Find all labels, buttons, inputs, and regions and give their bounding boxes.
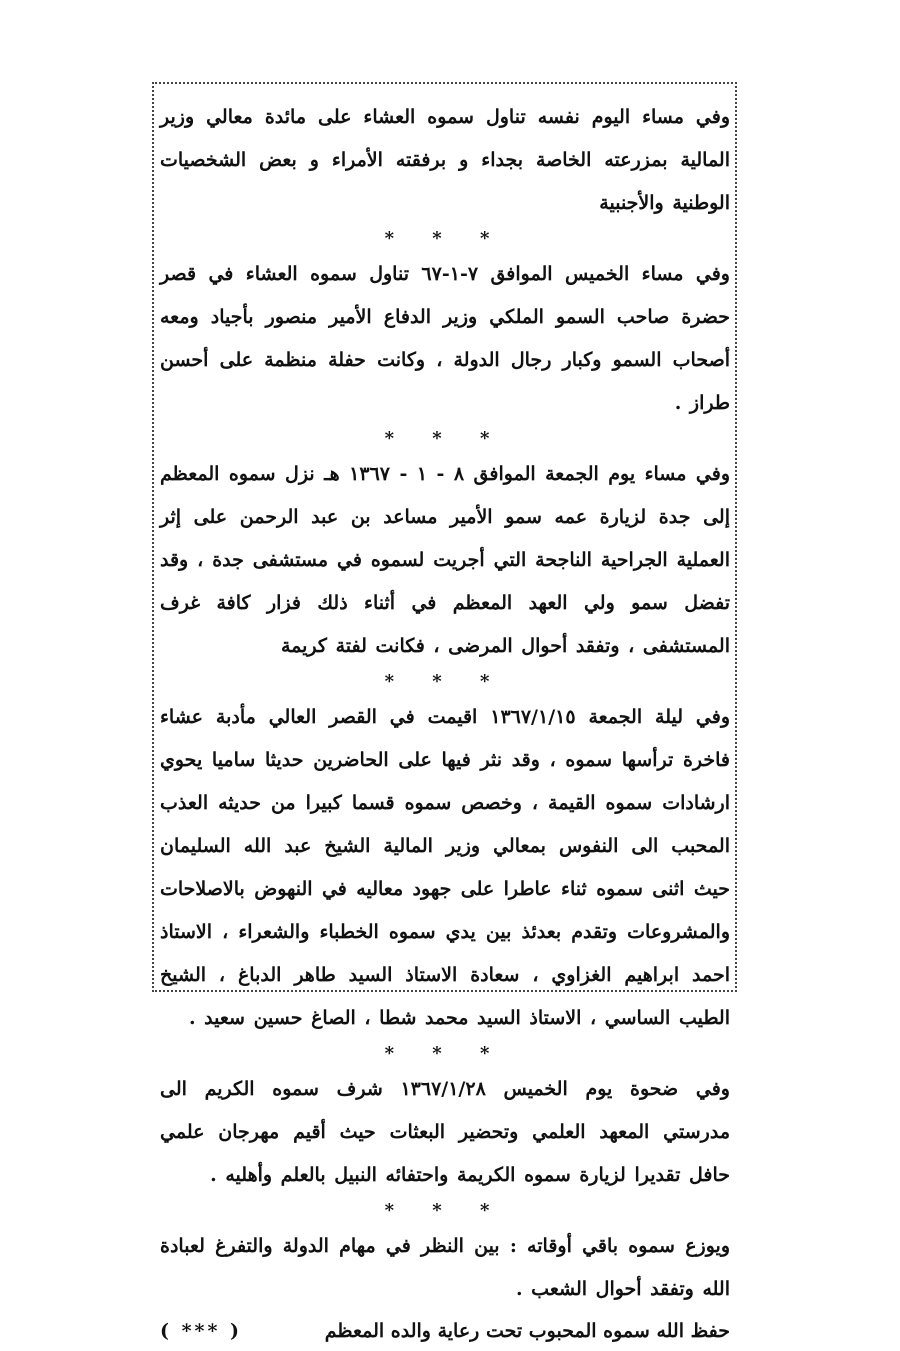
- separator-stars: * * *: [384, 1043, 506, 1064]
- paragraph-banquet: وفي ليلة الجمعة ١٣٦٧/١/١٥ اقيمت في القصر العالي مأدبة عشاء فاخرة ترأسها سموه ، وقد نثر فيها على الحاضرين حديثا ساميا يحوي ارشادات سموه القيمة ، وخصص سموه قسما كبيرا من حديثه العذب المحبب الى النفوس بمعالي وزير المالية الشيخ عبد الله السليمان حيث اثنى سموه ثناء عاطرا على جهود معاليه في النهوض بالاصلاحات والمشروعات وتقدم بعدئذ بين يدي سموه الخطباء والشعراء ، الاستاذ احمد ابراهيم الغزاوي ، سعادة الاستاذ السيد طاهر الدباغ ، الشيخ الطيب الساسي ، الاستاذ السيد محمد شطا ، الصاغ حسين سعيد .: [160, 706, 731, 1029]
- paragraph-dinner-finance-minister: وفي مساء اليوم نفسه تناول سموه العشاء على مائدة معالي وزير المالية بمزرعته الخاصة بجداء و برفقته الأمراء و بعض الشخصيات الوطنية والأجنبية: [160, 106, 730, 214]
- closing-stars: ( *** ): [160, 1320, 243, 1342]
- closing-line: [160, 1311, 730, 1351]
- closing-text: حفظ الله سموه المحبوب تحت رعاية والده المعظم: [324, 1320, 730, 1342]
- paragraph-dinner-defense-minister: وفي مساء الخميس الموافق ٧-١-٦٧ تناول سموه العشاء في قصر حضرة صاحب السمو الملكي وزير الدفاع الأمير منصور بأجياد ومعه أصحاب السمو وكبار رجال الدولة ، وكانت حفلة منظمة على أحسن طراز .: [160, 263, 730, 414]
- paragraph-school-visit: وفي ضحوة يوم الخميس ١٣٦٧/١/٢٨ شرف سموه الكريم الى مدرستي المعهد العلمي وتحضير البعثات حيث أقيم مهرجان علمي حافل تقديرا لزيارة سموه الكريمة واحتفائه النبيل بالعلم وأهليه .: [160, 1078, 730, 1186]
- separator-stars: * * *: [384, 671, 506, 692]
- separator-stars: * * *: [384, 428, 506, 449]
- separator-stars: * * *: [384, 228, 506, 249]
- paragraph-daily-schedule: ويوزع سموه باقي أوقاته : بين النظر في مهام الدولة والتفرغ لعبادة الله وتفقد أحوال الشعب .: [160, 1235, 730, 1300]
- paragraph-visit-jeddah: وفي مساء يوم الجمعة الموافق ٨ - ١ - ١٣٦٧ هـ نزل سموه المعظم إلى جدة لزيارة عمه سمو الأمير مساعد بن عبد الرحمن على إثر العملية الجراحية الناجحة التي أجريت لسموه في مستشفى جدة ، وقد تفضل سمو ولي العهد المعظم في أثناء ذلك فزار كافة غرف المستشفى ، وتفقد أحوال المرضى ، فكانت لفتة كريمة: [160, 463, 730, 657]
- separator-stars: * * *: [384, 1200, 506, 1221]
- article-column: [160, 96, 731, 1342]
